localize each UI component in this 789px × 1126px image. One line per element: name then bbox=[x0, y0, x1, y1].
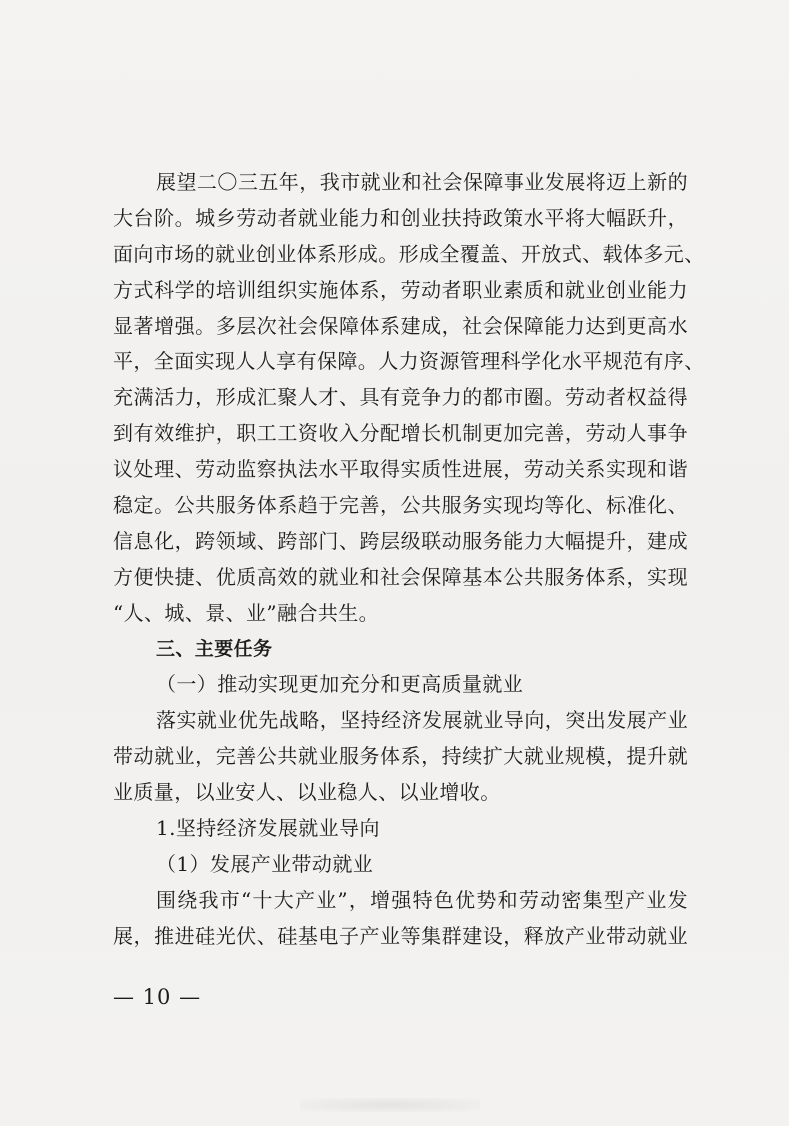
subitem-heading: （1）发展产业带动就业 bbox=[156, 852, 374, 876]
body-text-line: “人、城、景、业”融合共生。 bbox=[113, 601, 380, 625]
subsection-heading: （一）推动实现更加充分和更高质量就业 bbox=[156, 672, 524, 696]
body-text-line: 平，全面实现人人享有保障。人力资源管理科学化水平规范有序、 bbox=[113, 349, 705, 373]
body-text-line: 业质量，以业安人、以业稳人、以业增收。 bbox=[113, 780, 501, 804]
section-heading: 三、主要任务 bbox=[156, 638, 273, 660]
item-heading: 1.坚持经济发展就业导向 bbox=[156, 816, 380, 840]
body-text-line: 大台阶。城乡劳动者就业能力和创业扶持政策水平将大幅跃升， bbox=[113, 206, 688, 230]
scan-artifact bbox=[300, 1098, 480, 1112]
body-text-line: 到有效维护，职工工资收入分配增长机制更加完善，劳动人事争 bbox=[113, 421, 688, 445]
body-text-line: 围绕我市“十大产业”，增强特色优势和劳动密集型产业发 bbox=[156, 888, 688, 912]
body-text-line: 展，推进硅光伏、硅基电子产业等集群建设，释放产业带动就业 bbox=[113, 924, 688, 948]
body-text-line: 展望二〇三五年，我市就业和社会保障事业发展将迈上新的 bbox=[156, 170, 688, 194]
body-text-line: 稳定。公共服务体系趋于完善，公共服务实现均等化、标准化、 bbox=[113, 493, 688, 517]
body-text-line: 方便快捷、优质高效的就业和社会保障基本公共服务体系，实现 bbox=[113, 565, 688, 589]
body-text-line: 面向市场的就业创业体系形成。形成全覆盖、开放式、载体多元、 bbox=[113, 242, 705, 266]
page-number: — 10 — bbox=[113, 985, 202, 1009]
body-text-line: 充满活力，形成汇聚人才、具有竞争力的都市圈。劳动者权益得 bbox=[113, 385, 688, 409]
body-text-line: 议处理、劳动监察执法水平取得实质性进展，劳动关系实现和谐 bbox=[113, 457, 688, 481]
body-text-line: 带动就业，完善公共就业服务体系，持续扩大就业规模，提升就 bbox=[113, 744, 688, 768]
body-text-line: 方式科学的培训组织实施体系，劳动者职业素质和就业创业能力 bbox=[113, 278, 688, 302]
body-text-line: 信息化，跨领域、跨部门、跨层级联动服务能力大幅提升，建成 bbox=[113, 529, 688, 553]
body-text-line: 显著增强。多层次社会保障体系建成，社会保障能力达到更高水 bbox=[113, 314, 688, 338]
body-text-line: 落实就业优先战略，坚持经济发展就业导向，突出发展产业 bbox=[156, 708, 688, 732]
